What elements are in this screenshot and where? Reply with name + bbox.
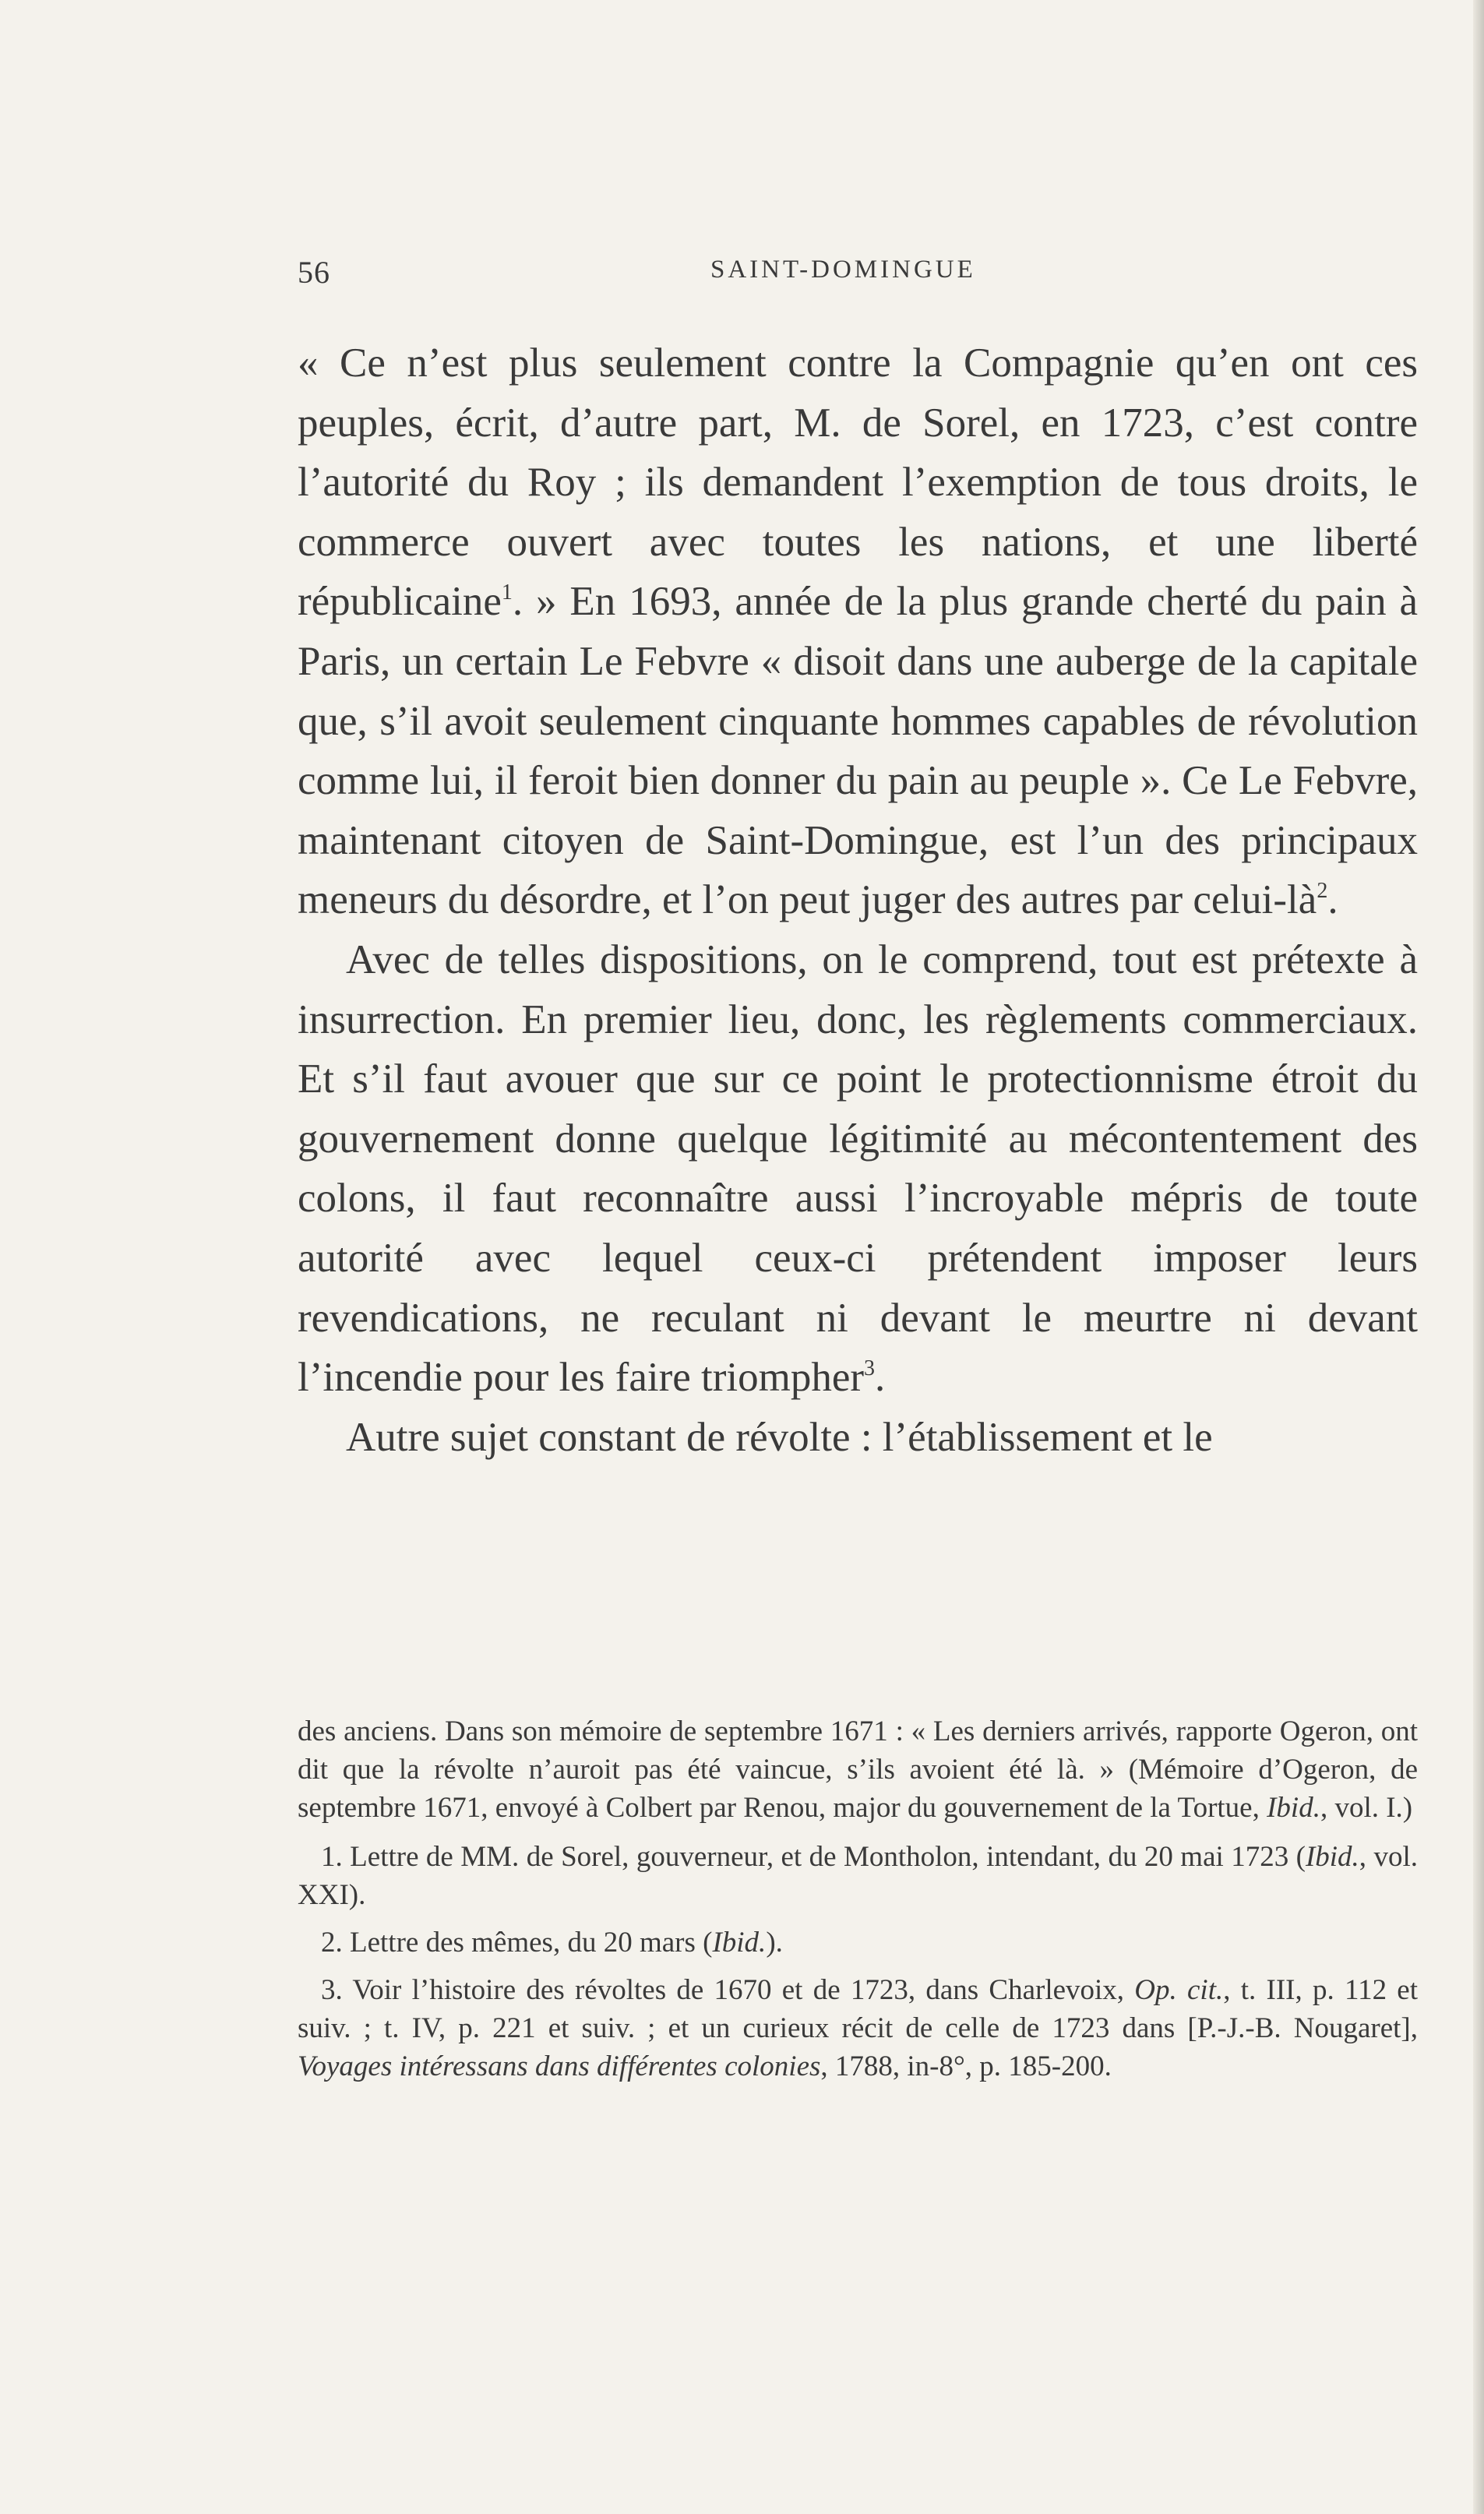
footnote-continuation xyxy=(298,1712,1418,1827)
footnote-3-opcit: Op. cit. xyxy=(1134,1974,1224,2006)
footnote-ref-2: 2 xyxy=(1317,879,1328,904)
footnote-continuation-end: , vol. I.) xyxy=(1320,1792,1413,1824)
footnote-1-end: , vol. XXI). xyxy=(298,1841,1418,1911)
footnote-2-text: 2. Lettre des mêmes, du 20 mars ( xyxy=(321,1927,713,1959)
footnote-2-ibid: Ibid. xyxy=(712,1927,767,1959)
footnote-3-end: , 1788, in-8°, p. 185-200. xyxy=(820,2050,1112,2082)
page-number: 56 xyxy=(298,255,330,290)
main-text xyxy=(298,333,1418,1467)
running-head: SAINT-DOMINGUE xyxy=(710,256,976,284)
footnote-continuation-ibid: Ibid. xyxy=(1267,1792,1320,1824)
footnote-3 xyxy=(298,1971,1418,2086)
footnote-ref-3: 3 xyxy=(864,1356,875,1381)
paragraph-1-text-cont: . » En 1693, année de la plus grande cherté du pain à Paris, un certain Le Febvre « disoit dans une auberge de la capitale que, s’il avoit seulement cinquante hommes capables de révolution comme lui, il feroit bien donner du pain au peuple ». Ce Le Febvre, maintenant citoyen de Saint-Domingue, est l’un des principaux meneurs du désordre, et l’on peut juger des autres par celui-là xyxy=(298,579,1418,923)
paragraph-3-text: Autre sujet constant de révolte : l’établissement et le xyxy=(346,1414,1213,1460)
footnote-1 xyxy=(298,1838,1418,1914)
paragraph-2 xyxy=(298,930,1418,1408)
paragraph-1-text-end: . xyxy=(1327,877,1338,923)
footnote-3-text-cont: , t. III, p. 112 et suiv. ; t. IV, p. 221 et suiv. ; et un curieux récit de celle de 1723 dans [P.-J.-B. Nougaret], xyxy=(298,1974,1419,2044)
paragraph-2-text-end: . xyxy=(875,1355,886,1401)
footnote-1-ibid: Ibid. xyxy=(1305,1841,1359,1873)
footnote-ref-1: 1 xyxy=(501,580,513,605)
footnote-2-end: ). xyxy=(766,1927,783,1959)
footnotes xyxy=(298,1712,1418,2095)
footnote-continuation-text: des anciens. Dans son mémoire de septembre 1671 : « Les derniers arrivés, rapporte Ogeron, ont dit que la révolte n’auroit pas été vaincue, s’ils avoient été là. » (Mémoire d’Ogeron, de septembre 1671, envoyé à Colbert par Renou, major du gouvernement de la Tortue, xyxy=(298,1715,1418,1824)
page-header xyxy=(298,254,1418,301)
footnote-2 xyxy=(298,1923,1418,1962)
footnote-1-text: 1. Lettre de MM. de Sorel, gouverneur, et de Montholon, intendant, du 20 mai 1723 ( xyxy=(321,1841,1306,1873)
paragraph-2-text: Avec de telles dispositions, on le comprend, tout est prétexte à insurrection. En premier lieu, donc, les règlements commerciaux. Et s’il faut avouer que sur ce point le protectionnisme étroit du gouvernement donne quelque légitimité au mécontentement des colons, il faut reconnaître aussi l’incroyable mépris de toute autorité avec lequel ceux-ci prétendent imposer leurs revendications, ne reculant ni devant le meurtre ni devant l’incendie pour les faire triompher xyxy=(298,936,1418,1401)
paragraph-1 xyxy=(298,333,1418,930)
footnote-3-text: 3. Voir l’histoire des révoltes de 1670 et de 1723, dans Charlevoix, xyxy=(321,1974,1135,2006)
page-edge-shadow xyxy=(1473,0,1484,2514)
paragraph-3 xyxy=(298,1408,1418,1468)
footnote-3-book-title: Voyages intéressans dans différentes colonies xyxy=(298,2050,821,2082)
paragraph-1-text: « Ce n’est plus seulement contre la Compagnie qu’en ont ces peuples, écrit, d’autre part, M. de Sorel, en 1723, c’est contre l’autorité du Roy ; ils demandent l’exemption de tous droits, le commerce ouvert avec toutes les nations, et une liberté républicaine xyxy=(298,340,1418,625)
